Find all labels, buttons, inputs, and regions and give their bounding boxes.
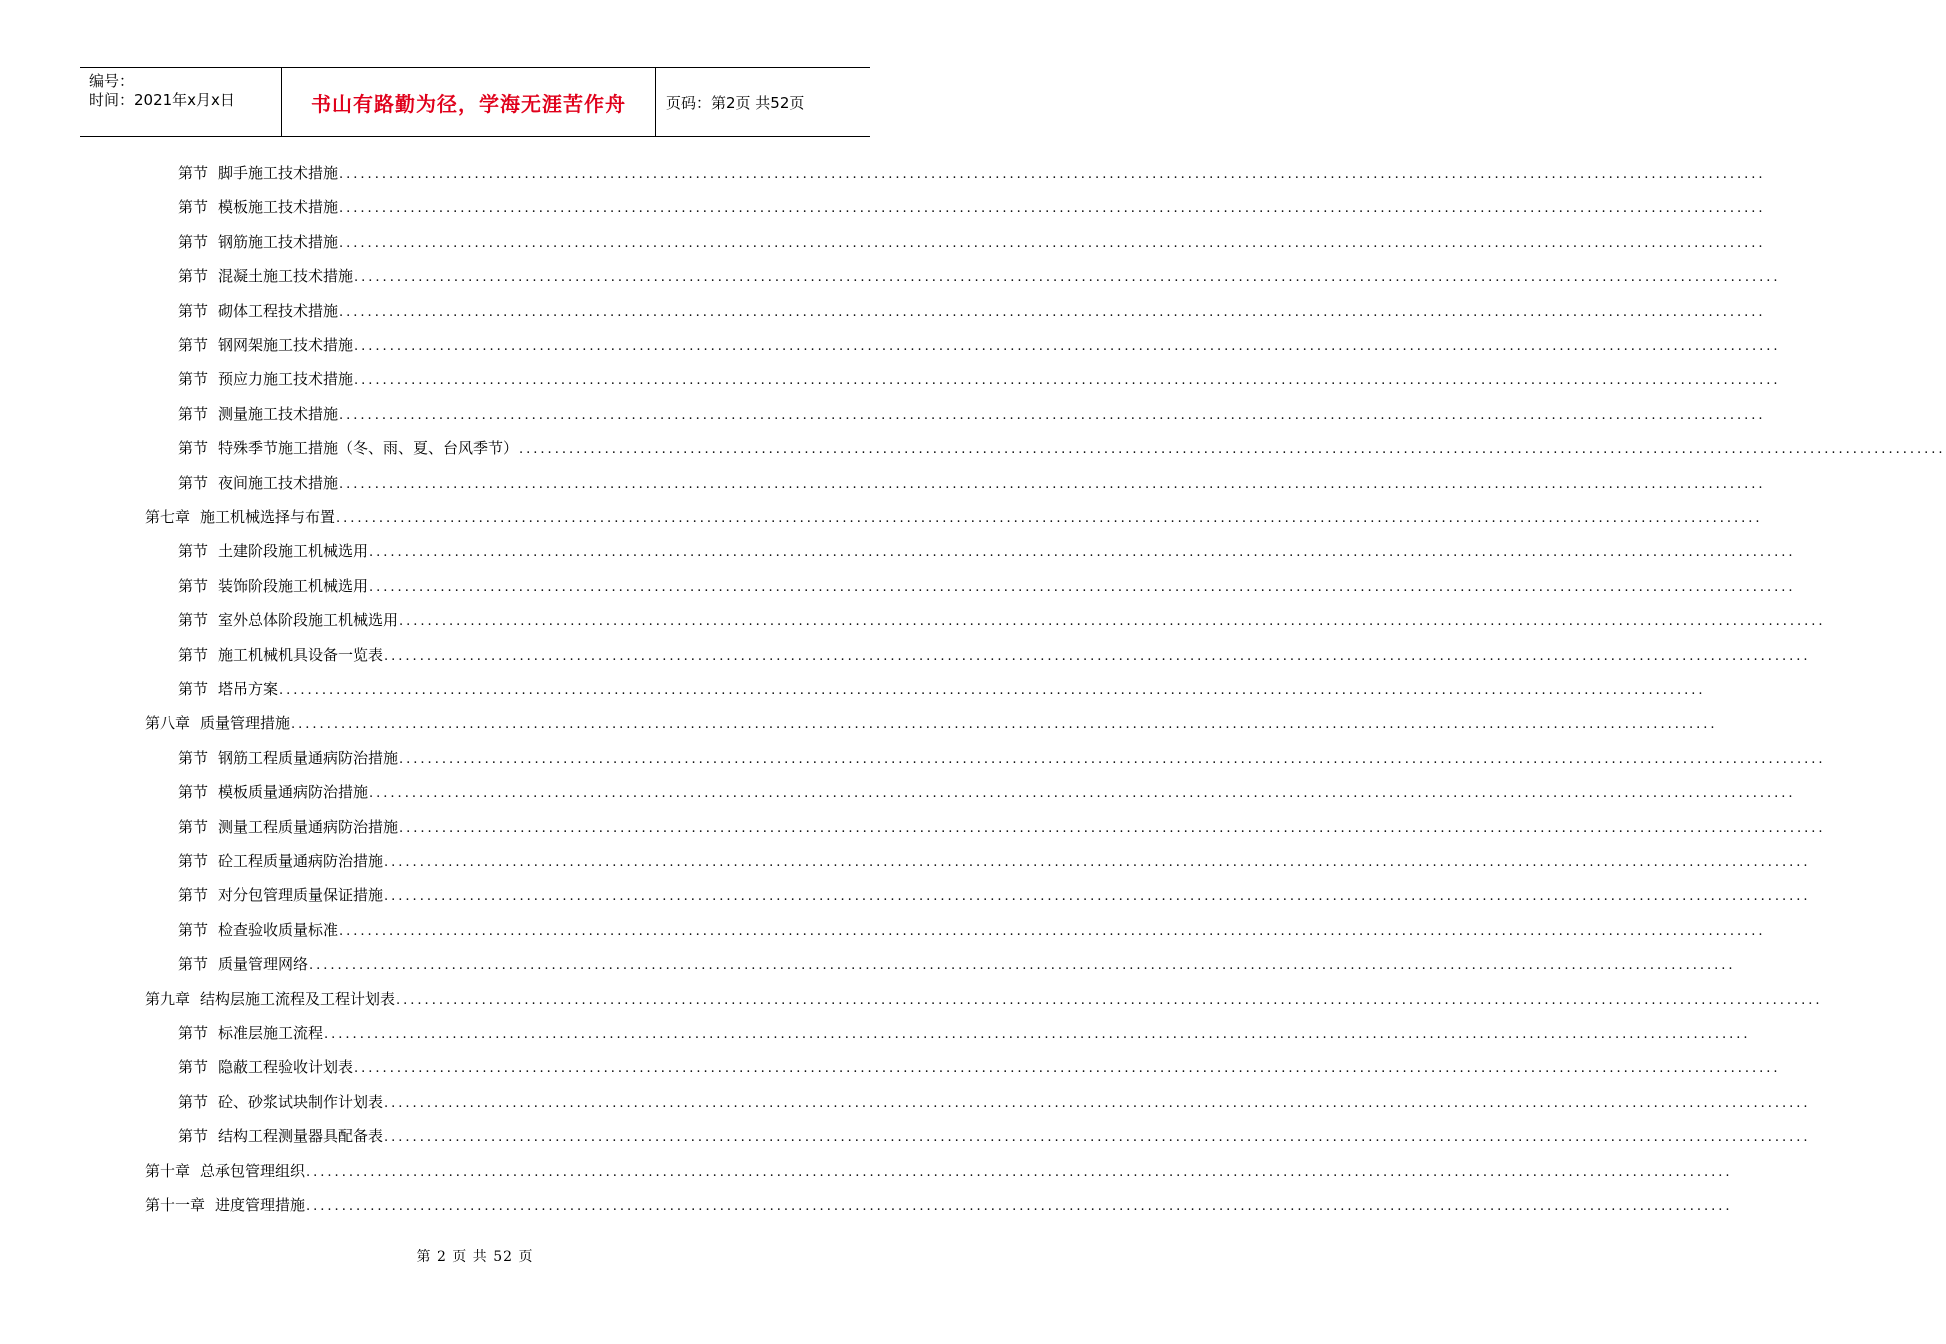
toc-entry-leader: ........................................................................................................................................................................................................ <box>306 1164 1733 1180</box>
toc-entry[interactable] <box>178 1126 1811 1146</box>
toc-entry-leader: ........................................................................................................................................................................................................ <box>339 304 1766 320</box>
toc-entry-title: 夜间施工技术措施 <box>218 473 339 492</box>
toc-entry-label: 第七章 <box>145 508 191 526</box>
toc-entry-title: 质量管理网络 <box>218 955 309 974</box>
toc-entry-leader: ........................................................................................................................................................................................................ <box>279 683 1706 698</box>
toc-entry-title: 模板施工技术措施 <box>218 198 339 217</box>
toc-entry[interactable] <box>178 1092 1811 1112</box>
document-number-label: 编号： <box>89 72 135 90</box>
toc-entry-label: 第节 <box>178 783 209 802</box>
toc-entry-leader: ........................................................................................................................................................................................................ <box>369 545 1796 561</box>
toc-entry-title: 对分包管理质量保证措施 <box>218 886 384 905</box>
toc-entry-leader: ........................................................................................................................................................................................................ <box>354 339 1781 354</box>
toc-entry[interactable] <box>178 404 1766 424</box>
toc-entry-leader: ........................................................................................................................................................................................................ <box>354 270 1781 286</box>
header-meta <box>80 68 282 136</box>
toc-entry-label: 第节 <box>178 370 209 389</box>
toc-entry-leader: ........................................................................................................................................................................................................ <box>339 923 1766 939</box>
toc-entry-leader: ........................................................................................................................................................................................................ <box>306 1199 1733 1214</box>
toc-entry-label: 第十一章 <box>145 1196 206 1214</box>
toc-entry-title: 隐蔽工程验收计划表 <box>218 1058 354 1077</box>
toc-entry-title: 质量管理措施 <box>200 714 291 733</box>
toc-entry-label: 第节 <box>178 852 209 870</box>
toc-entry[interactable] <box>178 885 1811 905</box>
toc-entry[interactable] <box>178 576 1796 596</box>
toc-entry-label: 第节 <box>178 267 209 286</box>
toc-entry-leader: ........................................................................................................................................................................................................ <box>384 855 1811 870</box>
toc-entry-title: 进度管理措施 <box>215 1196 306 1214</box>
toc-entry[interactable] <box>178 197 1766 217</box>
toc-entry-label: 第九章 <box>145 989 191 1008</box>
toc-entry-label: 第节 <box>178 817 209 836</box>
toc-entry-title: 室外总体阶段施工机械选用 <box>218 611 399 630</box>
toc-entry[interactable] <box>145 507 1763 527</box>
header-motto: 书山有路勤为径，学海无涯苦作舟 <box>282 68 656 136</box>
toc-entry-label: 第节 <box>178 1024 209 1042</box>
page-header <box>80 67 870 137</box>
toc-entry-title: 总承包管理组织 <box>200 1161 306 1180</box>
toc-entry-leader: ........................................................................................................................................................................................................ <box>339 476 1766 492</box>
toc-entry[interactable] <box>178 920 1766 940</box>
toc-entry-leader: ........................................................................................................................................................................................................ <box>369 786 1796 802</box>
toc-entry[interactable] <box>178 266 1781 286</box>
toc-entry[interactable] <box>178 541 1796 561</box>
page-footer: 第 2 页 共 52 页 <box>416 1249 534 1265</box>
toc-entry-leader: ........................................................................................................................................................................................................ <box>339 407 1766 423</box>
toc-entry-leader: ........................................................................................................................................................................................................ <box>339 235 1766 251</box>
toc-entry-label: 第节 <box>178 198 209 217</box>
toc-entry-title: 砼、砂浆试块制作计划表 <box>218 1092 384 1111</box>
toc-entry-title: 检查验收质量标准 <box>218 920 339 939</box>
toc-entry-title: 结构工程测量器具配备表 <box>218 1127 384 1146</box>
toc-entry[interactable] <box>178 473 1766 493</box>
toc-entry-title: 特殊季节施工措施（冬、雨、夏、台风季节） <box>218 439 519 458</box>
toc-entry-label: 第节 <box>178 404 209 423</box>
toc-entry-title: 塔吊方案 <box>218 680 279 698</box>
toc-entry-leader: ........................................................................................................................................................................................................ <box>324 1027 1751 1042</box>
toc-entry-leader: ........................................................................................................................................................................................................ <box>354 373 1781 389</box>
toc-entry-leader: ........................................................................................................................................................................................................ <box>339 201 1766 217</box>
toc-entry-label: 第节 <box>178 1127 209 1146</box>
toc-entry-label: 第节 <box>178 336 209 354</box>
toc-entry-title: 砌体工程技术措施 <box>218 301 339 320</box>
toc-entry-title: 测量施工技术措施 <box>218 404 339 423</box>
toc-entry[interactable] <box>178 1023 1751 1043</box>
toc-entry-title: 钢网架施工技术措施 <box>218 336 354 354</box>
toc-entry-leader: ........................................................................................................................................................................................................ <box>384 1095 1811 1111</box>
toc-entry-leader: ........................................................................................................................................................................................................ <box>336 511 1763 526</box>
toc-entry-title: 装饰阶段施工机械选用 <box>218 576 369 595</box>
toc-entry-title: 施工机械机具设备一览表 <box>218 645 384 664</box>
toc-entry-label: 第节 <box>178 1092 209 1111</box>
toc-entry[interactable] <box>178 679 1706 699</box>
toc-entry[interactable] <box>145 1161 1733 1181</box>
toc-entry-label: 第八章 <box>145 714 191 733</box>
toc-entry-leader: ........................................................................................................................................................................................................ <box>399 820 1826 836</box>
toc-entry-leader: ........................................................................................................................................................................................................ <box>384 648 1811 664</box>
toc-entry-label: 第节 <box>178 748 209 767</box>
header-page-info: 页码：第2页 共52页 <box>666 93 805 112</box>
toc-entry[interactable] <box>178 369 1781 389</box>
toc-entry[interactable] <box>178 748 1826 768</box>
document-date: 时间：2021年x月x日 <box>89 91 235 109</box>
toc-entry-leader: ........................................................................................................................................................................................................ <box>399 751 1826 767</box>
toc-entry-label: 第节 <box>178 886 209 905</box>
toc-entry-title: 脚手施工技术措施 <box>218 164 339 182</box>
toc-entry-label: 第节 <box>178 1058 209 1077</box>
toc-entry-label: 第十章 <box>145 1161 191 1180</box>
toc-entry-title: 施工机械选择与布置 <box>200 508 336 526</box>
toc-entry[interactable] <box>145 989 1823 1009</box>
toc-entry-label: 第节 <box>178 542 209 561</box>
toc-entry[interactable] <box>178 782 1796 802</box>
toc-entry[interactable] <box>178 851 1811 871</box>
toc-entry-leader: ........................................................................................................................................................................................................ <box>399 614 1826 630</box>
toc-entry-title: 砼工程质量通病防治措施 <box>218 852 384 870</box>
toc-entry[interactable] <box>178 645 1811 665</box>
toc-entry-leader: ........................................................................................................................................................................................................ <box>369 579 1796 595</box>
toc-entry-leader: ........................................................................................................................................................................................................ <box>519 442 1946 458</box>
toc-entry-label: 第节 <box>178 645 209 664</box>
toc-entry[interactable] <box>178 438 1946 458</box>
toc-entry-leader: ........................................................................................................................................................................................................ <box>384 889 1811 905</box>
toc-entry-label: 第节 <box>178 301 209 320</box>
toc-entry-label: 第节 <box>178 576 209 595</box>
toc-entry-leader: ........................................................................................................................................................................................................ <box>384 1130 1811 1146</box>
toc-entry-leader: ........................................................................................................................................................................................................ <box>309 958 1736 974</box>
toc-entry-label: 第节 <box>178 680 209 698</box>
toc-entry-leader: ........................................................................................................................................................................................................ <box>339 167 1766 182</box>
toc-entry[interactable] <box>178 301 1766 321</box>
toc-entry-title: 标准层施工流程 <box>218 1024 324 1042</box>
toc-entry-title: 土建阶段施工机械选用 <box>218 542 369 561</box>
toc-entry-title: 钢筋施工技术措施 <box>218 232 339 251</box>
toc-entry-leader: ........................................................................................................................................................................................................ <box>354 1061 1781 1077</box>
toc-entry-leader: ........................................................................................................................................................................................................ <box>396 992 1823 1008</box>
toc-entry-label: 第节 <box>178 164 209 182</box>
toc-entry-label: 第节 <box>178 439 209 458</box>
toc-entry-title: 测量工程质量通病防治措施 <box>218 817 399 836</box>
toc-entry[interactable] <box>178 335 1781 355</box>
toc-entry[interactable] <box>178 232 1766 252</box>
toc-entry-leader: ........................................................................................................................................................................................................ <box>291 717 1718 733</box>
toc-entry-title: 预应力施工技术措施 <box>218 370 354 389</box>
toc-entry[interactable] <box>178 1057 1781 1077</box>
toc-entry-title: 模板质量通病防治措施 <box>218 783 369 802</box>
toc-entry-label: 第节 <box>178 920 209 939</box>
toc-entry[interactable] <box>145 713 1718 733</box>
toc-entry-title: 混凝土施工技术措施 <box>218 267 354 286</box>
toc-entry[interactable] <box>178 817 1826 837</box>
toc-entry[interactable] <box>178 610 1826 630</box>
toc-entry-title: 结构层施工流程及工程计划表 <box>200 989 396 1008</box>
toc-entry-label: 第节 <box>178 955 209 974</box>
toc-entry[interactable] <box>145 1195 1733 1215</box>
toc-entry-label: 第节 <box>178 232 209 251</box>
toc-entry-label: 第节 <box>178 611 209 630</box>
toc-entry[interactable] <box>178 163 1766 183</box>
toc-entry-label: 第节 <box>178 473 209 492</box>
toc-entry[interactable] <box>178 954 1736 974</box>
toc-entry-title: 钢筋工程质量通病防治措施 <box>218 748 399 767</box>
